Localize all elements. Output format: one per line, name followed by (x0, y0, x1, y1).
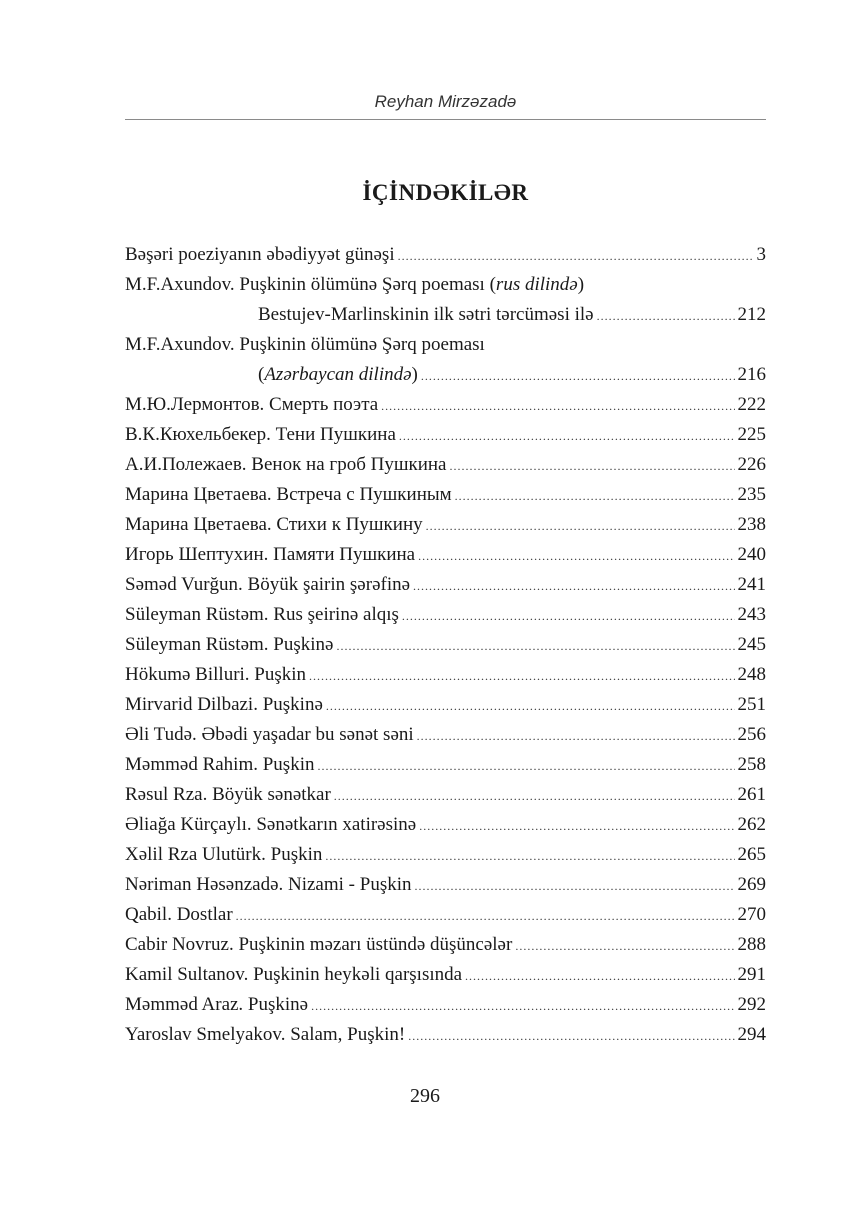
toc-entry-page: 251 (737, 694, 766, 715)
toc-entry-page: 238 (737, 514, 766, 535)
toc-entry (125, 600, 766, 630)
title-part: ( (258, 364, 265, 385)
toc-entry (125, 840, 766, 870)
toc-entry-page: 248 (737, 664, 766, 685)
dot-leader (417, 721, 735, 751)
toc-entry-title: Xəlil Rza Ulutürk. Puşkin (125, 844, 323, 865)
toc-entry (125, 750, 766, 780)
toc-entry-title: Nəriman Həsənzadə. Nizami - Puşkin (125, 874, 412, 895)
dot-leader (455, 481, 735, 511)
toc-entry-title: Cabir Novruz. Puşkinin məzarı üstündə düşüncələr (125, 934, 513, 955)
dot-leader (597, 301, 735, 331)
toc-entry (125, 240, 766, 270)
toc-entry (125, 540, 766, 570)
toc-entry (125, 630, 766, 660)
toc-entry-page: 269 (737, 874, 766, 895)
toc-entry (125, 720, 766, 750)
toc-entry-title: М.Ю.Лермонтов. Смерть поэта (125, 394, 379, 415)
toc-entry (125, 660, 766, 690)
toc-entry-title: В.К.Кюхельбекер. Тени Пушкина (125, 424, 396, 445)
toc-entry-page: 261 (737, 784, 766, 805)
title-part: M.F.Axundov. Puşkinin ölümünə Şərq poeması ( (125, 274, 496, 295)
toc-entry (125, 420, 766, 450)
dot-leader (309, 661, 734, 691)
table-of-contents (125, 240, 766, 1050)
toc-entry (125, 960, 766, 990)
toc-entry-page: 235 (737, 484, 766, 505)
page-title: İÇİNDƏKİLƏR (362, 180, 529, 205)
toc-entry-title: Əliağa Kürçaylı. Sənətkarın xatirəsinə (125, 814, 417, 835)
toc-entry-page: 262 (737, 814, 766, 835)
dot-leader (325, 841, 734, 871)
toc-entry-title: Bəşəri poeziyanın əbədiyyət günəşi (125, 244, 395, 265)
toc-entry (125, 570, 766, 600)
dot-leader (418, 541, 734, 571)
toc-entry (125, 930, 766, 960)
toc-entry-title: Məmməd Araz. Puşkinə (125, 994, 309, 1015)
toc-entry (125, 870, 766, 900)
toc-entry-title: Rəsul Rza. Böyük sənətkar (125, 784, 331, 805)
toc-entry-title: Kamil Sultanov. Puşkinin heykəli qarşısında (125, 964, 463, 985)
toc-entry-title-cont (258, 360, 418, 390)
dot-leader (317, 751, 734, 781)
toc-entry-page: 291 (737, 964, 766, 985)
toc-entry (125, 690, 766, 720)
dot-leader (402, 601, 735, 631)
toc-entry-title: Əli Tudə. Əbədi yaşadar bu sənət səni (125, 724, 414, 745)
toc-entry (125, 510, 766, 540)
title-italic-part: rus dilində (495, 274, 578, 295)
toc-entry-title: Mirvarid Dilbazi. Puşkinə (125, 694, 323, 715)
title-italic-part: Azərbaycan dilində (264, 364, 412, 385)
toc-entry-title: Марина Цветаева. Встреча с Пушкиным (125, 484, 452, 505)
toc-entry-title: А.И.Полежаев. Венок на гроб Пушкина (125, 454, 447, 475)
dot-leader (421, 361, 735, 391)
toc-entry-title: Игорь Шептухин. Памяти Пушкина (125, 544, 416, 565)
dot-leader (236, 901, 735, 931)
dot-leader (413, 571, 734, 601)
toc-entry-page: 292 (737, 994, 766, 1015)
toc-entry-page: 225 (737, 424, 766, 445)
toc-entry-page: 245 (737, 634, 766, 655)
toc-entry-line1 (125, 330, 766, 360)
dot-leader (311, 991, 734, 1021)
toc-entry-title: Yaroslav Smelyakov. Salam, Puşkin! (125, 1024, 406, 1045)
toc-entry-page: 256 (737, 724, 766, 745)
toc-entry-page: 222 (737, 394, 766, 415)
toc-entry-title: Марина Цветаева. Стихи к Пушкину (125, 514, 423, 535)
toc-entry-title: Səməd Vurğun. Böyük şairin şərəfinə (125, 574, 411, 595)
toc-entry-page: 243 (737, 604, 766, 625)
toc-entry-title-cont: Bestujev-Marlinskinin ilk sətri tərcüməsi ilə (258, 304, 594, 325)
title-part: ) (411, 364, 418, 385)
dot-leader (334, 781, 735, 811)
dot-leader (399, 421, 735, 451)
toc-entry (125, 780, 766, 810)
toc-entry (125, 480, 766, 510)
toc-entry (125, 1020, 766, 1050)
toc-entry-page: 212 (737, 304, 766, 325)
dot-leader (408, 1021, 734, 1051)
dot-leader (326, 691, 735, 721)
dot-leader (419, 811, 734, 841)
dot-leader (449, 451, 734, 481)
toc-entry (125, 900, 766, 930)
toc-entry (125, 390, 766, 420)
dot-leader (415, 871, 735, 901)
toc-entry (125, 450, 766, 480)
toc-entry-title: Qabil. Dostlar (125, 904, 233, 925)
toc-entry-page: 241 (737, 574, 766, 595)
toc-entry-line1 (125, 270, 766, 300)
toc-entry-line2 (125, 300, 766, 330)
dot-leader (465, 961, 734, 991)
toc-entry-page: 226 (737, 454, 766, 475)
toc-entry (125, 990, 766, 1020)
toc-entry-page: 240 (737, 544, 766, 565)
dot-leader (381, 391, 734, 421)
toc-entry-title: Süleyman Rüstəm. Rus şeirinə alqış (125, 604, 399, 625)
toc-entry-title (125, 270, 584, 300)
toc-entry (125, 810, 766, 840)
running-head: Reyhan Mirzəzadə (125, 92, 766, 120)
dot-leader (336, 631, 734, 661)
dot-leader (426, 511, 735, 541)
toc-entry-page: 294 (737, 1024, 766, 1045)
toc-entry-title: Süleyman Rüstəm. Puşkinə (125, 634, 334, 655)
toc-entry-title: Məmməd Rahim. Puşkin (125, 754, 315, 775)
title-part: ) (577, 274, 585, 295)
toc-entry-page: 288 (737, 934, 766, 955)
toc-entry-page: 258 (737, 754, 766, 775)
page-number: 296 (410, 1085, 440, 1107)
toc-entry-page: 3 (756, 244, 766, 265)
toc-entry-title: M.F.Axundov. Puşkinin ölümünə Şərq poeması (125, 334, 485, 355)
toc-entry-title: Hökumə Billuri. Puşkin (125, 664, 307, 685)
toc-entry-line2 (125, 360, 766, 390)
toc-entry-page: 216 (737, 364, 766, 385)
dot-leader (398, 241, 754, 271)
dot-leader (515, 931, 734, 961)
toc-entry-page: 270 (737, 904, 766, 925)
toc-entry-page: 265 (737, 844, 766, 865)
